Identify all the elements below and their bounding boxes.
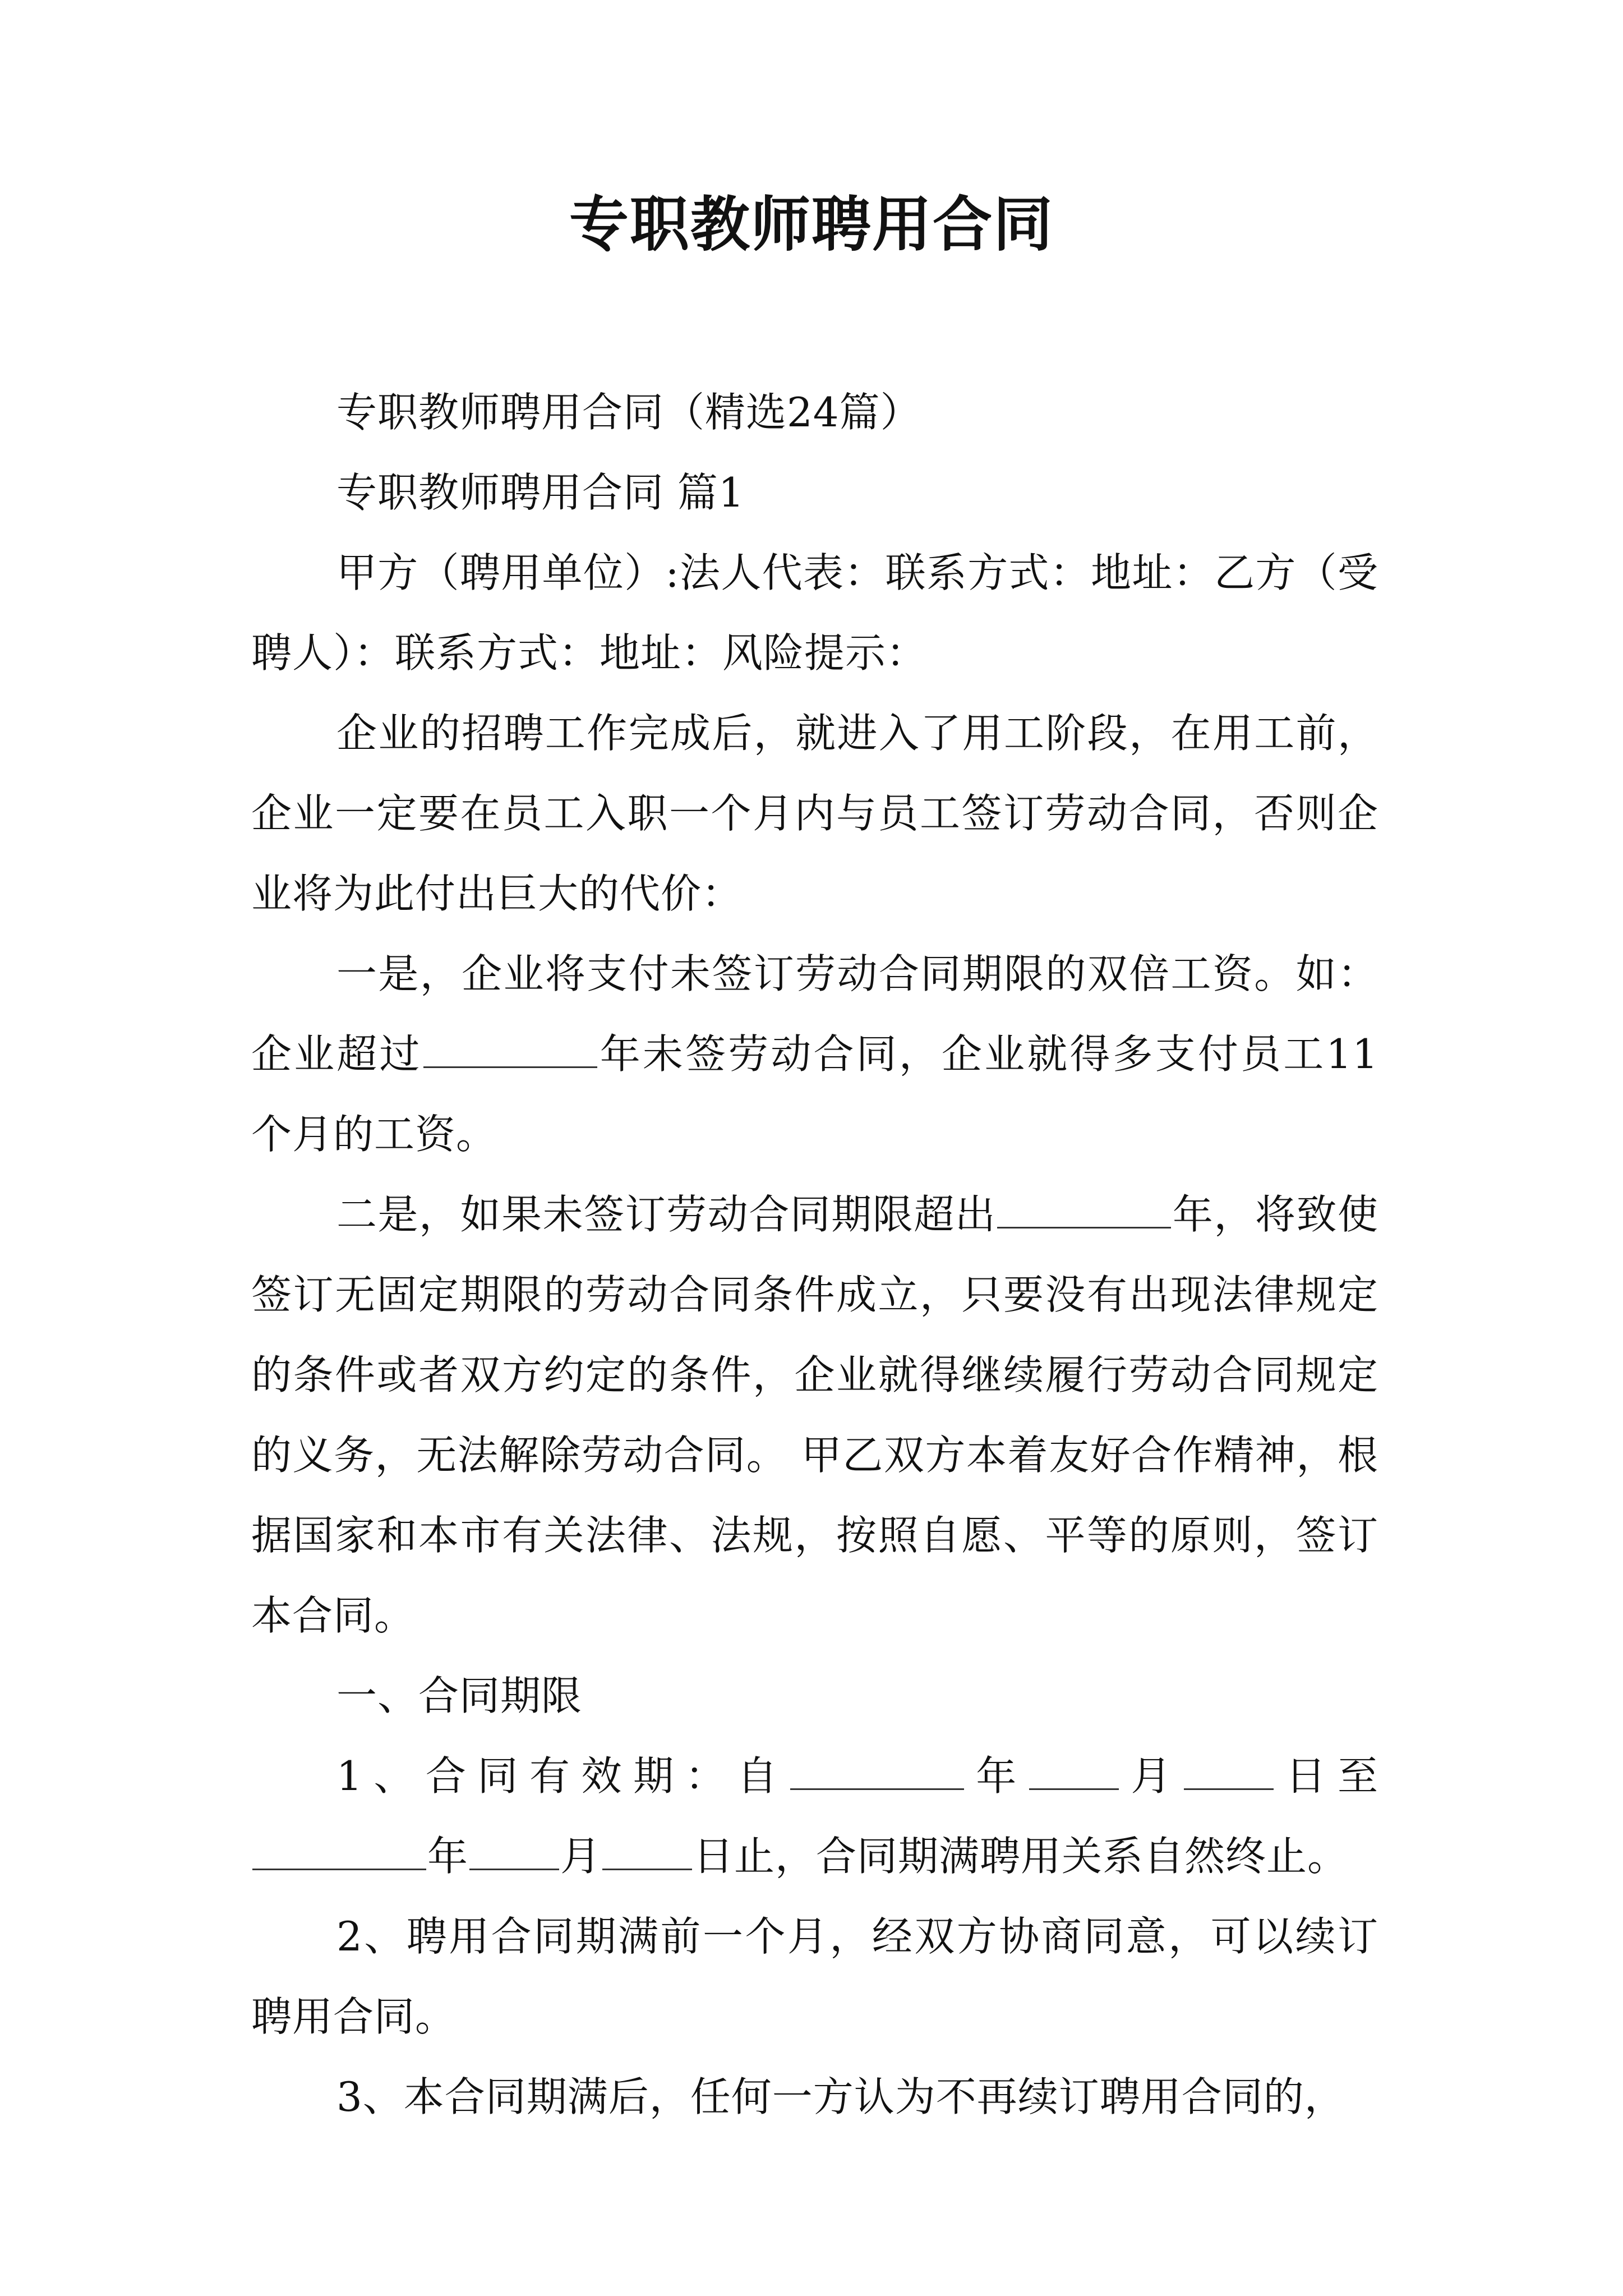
paragraph-parties: 甲方（聘用单位）:法人代表：联系方式：地址：乙方（受聘人）：联系方式：地址：风险提示：: [251, 549, 1378, 677]
paragraph-valid-period: [251, 1736, 1378, 1897]
document-title: 专职教师聘用合同: [569, 189, 1054, 259]
paragraph-text-segment: 年，将致使签订无固定期限的劳动合同条件成立，只要没有出现法律规定的条件或者双方约定的条件，企业就得继续履行劳动合同规定的义务，无法解除劳动合同。 甲乙双方本着友好合作精神，根据国家和本市有关法律、法规，按照自愿、平等的原则，签订本合同。: [251, 1191, 1378, 1639]
paragraph-heading-collection: 专职教师聘用合同（精选24篇）: [336, 389, 921, 436]
paragraph-double-salary: [251, 934, 1378, 1175]
paragraph-text-segment: 日至: [1274, 1752, 1378, 1800]
blank-field-end-year: [252, 1830, 426, 1870]
paragraph-text-segment: 年未签劳动合同，企业就得多支付员工11个月的工资。: [251, 1030, 1378, 1158]
blank-field-start-day: [1184, 1750, 1274, 1790]
paragraph-text-segment: 月: [1119, 1752, 1183, 1800]
paragraph-text-segment: 年: [427, 1833, 469, 1880]
blank-field-years: [997, 1189, 1171, 1228]
paragraph-text-segment: 二是，如果未签订劳动合同期限超出: [336, 1191, 997, 1238]
paragraph-text-segment: 一是，企业将支付未签订劳动合同期限的双倍工资。如：企业超过: [251, 950, 1378, 1078]
section-heading-contract-term: 一、合同期限: [336, 1672, 583, 1719]
document-body: [251, 372, 1378, 2137]
paragraph-risk-notice: 企业的招聘工作完成后，就进入了用工阶段，在用工前，企业一定要在员工入职一个月内与员工签订劳动合同，否则企业将为此付出巨大的代价：: [251, 710, 1378, 917]
blank-field-years: [423, 1028, 597, 1068]
paragraph-text-segment: 年: [965, 1752, 1028, 1800]
blank-field-end-month: [469, 1830, 559, 1870]
blank-field-start-month: [1029, 1750, 1119, 1790]
blank-field-start-year: [790, 1750, 964, 1790]
paragraph-text-segment: 日止，合同期满聘用关系自然终止。: [693, 1833, 1349, 1880]
paragraph-text-segment: 1、合同有效期：自: [336, 1752, 789, 1800]
blank-field-end-day: [602, 1830, 692, 1870]
paragraph-termination: 3、本合同期满后，任何一方认为不再续订聘用合同的，: [336, 2073, 1345, 2120]
paragraph-open-term-contract: [251, 1175, 1378, 1656]
paragraph-chapter-heading: 专职教师聘用合同 篇1: [336, 469, 745, 516]
paragraph-renewal: 2、聘用合同期满前一个月，经双方协商同意，可以续订聘用合同。: [251, 1913, 1378, 2040]
paragraph-text-segment: 月: [560, 1833, 602, 1880]
